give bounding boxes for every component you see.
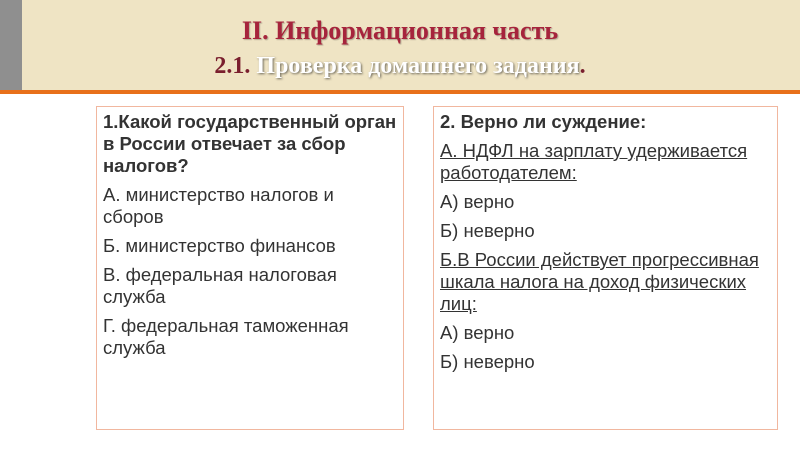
slide-title: II. Информационная часть — [241, 16, 559, 45]
question-1-text: 1.Какой государственный орган в России отвечает за сбор налогов? — [103, 111, 397, 176]
subtitle-number: 2.1. — [214, 53, 251, 79]
slide-subtitle — [0, 53, 800, 80]
option-g: Г. федеральная таможенная служба — [103, 315, 349, 358]
option-v: В. федеральная налоговая служба — [103, 264, 337, 307]
statement-b-answer-true: А) верно — [440, 322, 515, 343]
question-2-text: 2. Верно ли суждение: — [440, 111, 647, 132]
statement-a-answer-true: А) верно — [440, 191, 515, 212]
statement-b-answer-false: Б) неверно — [440, 351, 535, 372]
statement-b: Б.В России действует прогрессивная шкала налога на доход физических лиц: — [440, 249, 759, 314]
statement-a: А. НДФЛ на зарплату удерживается работодателем: — [440, 140, 748, 183]
subtitle-text: Проверка домашнего задания — [250, 53, 580, 79]
question-1-box — [96, 106, 404, 430]
option-a: А. министерство налогов и сборов — [103, 184, 334, 227]
header-divider — [0, 90, 800, 94]
question-2-box — [433, 106, 778, 430]
statement-a-answer-false: Б) неверно — [440, 220, 535, 241]
option-b: Б. министерство финансов — [103, 235, 336, 256]
subtitle-period: . — [579, 53, 586, 79]
